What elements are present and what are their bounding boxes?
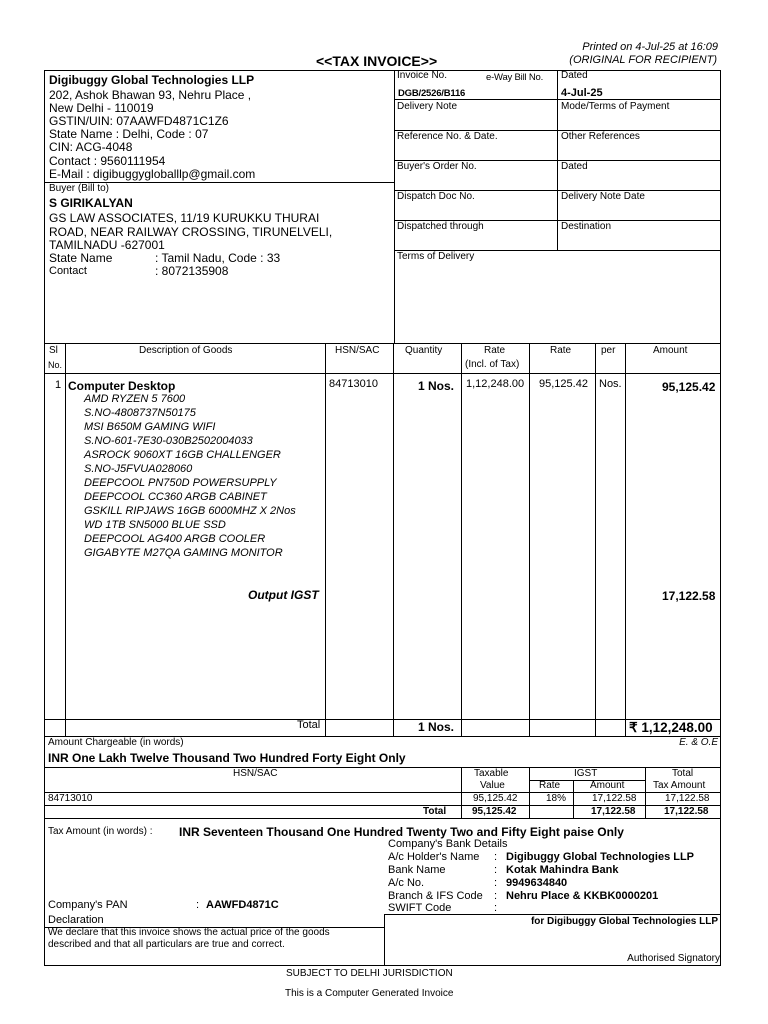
bank-name: Kotak Mahindra Bank: [506, 864, 619, 876]
dated-label: Dated: [561, 70, 588, 81]
eoe-label: E. & O.E: [679, 737, 718, 748]
tax-col-4: [645, 767, 646, 818]
bank-colon: :: [494, 902, 498, 914]
top-divider: [394, 70, 395, 343]
col-header-description: Description of Goods: [139, 345, 233, 356]
col-header-hsn: HSN/SAC: [335, 345, 380, 356]
col-rate: [529, 343, 530, 736]
bank-branch-label: Branch & IFS Code: [388, 890, 483, 902]
output-igst-amount: 17,122.58: [662, 589, 716, 603]
meta-line-1: [394, 99, 721, 100]
bank-colon: :: [494, 851, 498, 863]
tax-row-rate: 18%: [546, 793, 567, 804]
tax-bottom-line: [44, 818, 721, 819]
item-sl: 1: [55, 379, 62, 391]
company-pan-colon: :: [196, 899, 200, 911]
jurisdiction-note: SUBJECT TO DELHI JURISDICTION: [286, 968, 453, 979]
tax-header-amount: Amount: [590, 780, 625, 791]
col-header-sl: Sl: [49, 345, 58, 356]
item-detail-line: S.NO-601-7E30-030B2502004033: [84, 435, 253, 447]
tax-in-words: INR Seventeen Thousand One Hundred Twenty Two and Fifty Eight paise Only: [179, 825, 624, 839]
printed-on: Printed on 4-Jul-25 at 16:09: [582, 41, 718, 53]
tax-top-line: [44, 767, 721, 768]
seller-contact: Contact : 9560111954: [49, 154, 166, 168]
item-per: Nos.: [599, 378, 622, 390]
buyer-state-label: State Name: [49, 251, 113, 265]
item-detail-line: S.NO-4808737N50175: [84, 407, 196, 419]
item-detail-line: GSKILL RIPJAWS 16GB 6000MHZ X 2Nos: [84, 505, 296, 517]
col-header-incl-tax: (Incl. of Tax): [465, 359, 520, 370]
reference-label: Reference No. & Date.: [397, 131, 498, 142]
buyers-order-label: Buyer's Order No.: [397, 161, 477, 172]
seller-address-1: 202, Ashok Bhawan 93, Nehru Place ,: [49, 88, 252, 102]
bank-name-label: Bank Name: [388, 864, 446, 876]
item-detail-line: DEEPCOOL CC360 ARGB CABINET: [84, 491, 267, 503]
buyer-address-2: ROAD, NEAR RAILWAY CROSSING, TIRUNELVELI,: [49, 225, 333, 239]
dispatch-doc-label: Dispatch Doc No.: [397, 191, 475, 202]
tax-header-taxable: Taxable: [474, 768, 509, 779]
seller-email: E-Mail : digibuggygloballlp@gmail.com: [49, 167, 256, 181]
item-name: Computer Desktop: [68, 379, 176, 393]
invoice-no-label: Invoice No.: [397, 70, 448, 81]
sign-top-line: [384, 914, 721, 915]
declaration-line-1: We declare that this invoice shows the actual price of the goods: [48, 927, 330, 938]
col-qty: [461, 343, 462, 736]
seller-name: Digibuggy Global Technologies LLP: [49, 73, 255, 87]
tax-row-taxable: 95,125.42: [473, 793, 518, 804]
tax-col-1: [461, 767, 462, 818]
col-per: [625, 343, 626, 736]
tax-header-igst: IGST: [574, 768, 598, 779]
tax-total-label: Total: [423, 806, 447, 817]
delivery-note-label: Delivery Note: [397, 101, 458, 112]
destination-label: Destination: [561, 221, 612, 232]
buyer-state-value: : Tamil Nadu, Code : 33: [155, 251, 281, 265]
item-detail-line: S.NO-J5FVUA028060: [84, 463, 193, 475]
col-header-per: per: [601, 345, 616, 356]
seller-cin: CIN: ACG-4048: [49, 140, 133, 154]
order-dated-label: Dated: [561, 161, 588, 172]
item-amount: 95,125.42: [662, 380, 716, 394]
seller-address-2: New Delhi - 110019: [49, 101, 154, 115]
sign-left-line: [384, 914, 385, 966]
buyer-address-3: TAMILNADU -627001: [49, 238, 165, 252]
other-references-label: Other References: [561, 131, 640, 142]
tax-total-taxable: 95,125.42: [472, 806, 517, 817]
col-header-rate: Rate: [484, 345, 506, 356]
buyer-address-1: GS LAW ASSOCIATES, 11/19 KURUKKU THURAI: [49, 211, 320, 225]
page-title: <<TAX INVOICE>>: [316, 53, 438, 69]
tax-total-tax: 17,122.58: [664, 806, 709, 817]
tax-total-amount: 17,122.58: [591, 806, 636, 817]
eway-label: e-Way Bill No.: [486, 72, 544, 83]
item-detail-line: ASROCK 9060XT 16GB CHALLENGER: [84, 449, 281, 461]
tax-header-value: Value: [480, 780, 505, 791]
dispatched-through-label: Dispatched through: [397, 221, 484, 232]
items-total-line: [44, 719, 721, 720]
item-detail-line: AMD RYZEN 5 7600: [84, 393, 186, 405]
items-top-line: [44, 343, 721, 344]
item-detail-line: MSI B650M GAMING WIFI: [84, 421, 216, 433]
bank-title: Company's Bank Details: [388, 838, 508, 850]
item-detail-line: DEEPCOOL PN750D POWERSUPPLY: [84, 477, 277, 489]
item-rate: 95,125.42: [539, 378, 588, 390]
invoice-no: DGB/2526/B116: [398, 88, 466, 99]
total-amount: ₹ 1,12,248.00: [629, 720, 713, 735]
computer-generated-note: This is a Computer Generated Invoice: [285, 988, 454, 999]
delivery-note-date-label: Delivery Note Date: [561, 191, 645, 202]
declaration-title: Declaration: [48, 914, 104, 926]
buyer-label: Buyer (Bill to): [49, 183, 110, 194]
bank-branch: Nehru Place & KKBK0000201: [506, 890, 659, 902]
tax-header-tax-amount: Tax Amount: [653, 780, 706, 791]
tax-col-2: [529, 767, 530, 818]
copy-label: (ORIGINAL FOR RECIPIENT): [569, 54, 717, 66]
col-header-quantity: Quantity: [405, 345, 443, 356]
bank-colon: :: [494, 864, 498, 876]
item-hsn: 84713010: [329, 378, 378, 390]
col-hsn: [393, 343, 394, 736]
authorised-signatory: Authorised Signatory: [627, 953, 720, 964]
seller-state: State Name : Delhi, Code : 07: [49, 127, 209, 141]
mode-terms-label: Mode/Terms of Payment: [561, 101, 670, 112]
col-rate2: [595, 343, 596, 736]
bank-ac: 9949634840: [506, 877, 568, 889]
amount-in-words: INR One Lakh Twelve Thousand Two Hundred Forty Eight Only: [48, 751, 406, 765]
tax-row-hsn: 84713010: [48, 793, 93, 804]
items-header-line: [44, 373, 721, 374]
col-desc: [325, 343, 326, 736]
bank-colon: :: [494, 890, 498, 902]
invoice-date: 4-Jul-25: [561, 87, 603, 99]
company-pan: AAWFD4871C: [206, 899, 279, 911]
col-sl: [65, 343, 66, 736]
tax-header-rate: Rate: [539, 780, 561, 791]
seller-gstin: GSTIN/UIN: 07AAWFD4871C1Z6: [49, 114, 229, 128]
item-detail-line: GIGABYTE M27QA GAMING MONITOR: [84, 547, 283, 559]
total-label: Total: [297, 719, 321, 731]
bank-colon: :: [494, 877, 498, 889]
item-detail-line: WD 1TB SN5000 BLUE SSD: [84, 519, 226, 531]
tax-header-total: Total: [672, 768, 694, 779]
col-header-no: No.: [48, 360, 63, 370]
declaration-line-2: described and that all particulars are true and correct.: [48, 939, 285, 950]
col-header-rate2: Rate: [550, 345, 572, 356]
tax-words-label: Tax Amount (in words) :: [48, 826, 153, 837]
item-rate-incl: 1,12,248.00: [466, 378, 525, 390]
signatory-for: for Digibuggy Global Technologies LLP: [530, 916, 718, 927]
bank-holder-label: A/c Holder's Name: [388, 851, 480, 863]
tax-row-amount: 17,122.58: [592, 793, 637, 804]
bank-swift-label: SWIFT Code: [388, 902, 452, 914]
item-quantity: 1 Nos.: [418, 379, 455, 393]
tax-header-hsn: HSN/SAC: [233, 768, 278, 779]
tax-row-total: 17,122.58: [665, 793, 710, 804]
output-igst-label: Output IGST: [248, 588, 319, 602]
bank-ac-label: A/c No.: [388, 877, 425, 889]
bank-holder: Digibuggy Global Technologies LLP: [506, 851, 695, 863]
buyer-contact-value: : 8072135908: [155, 264, 229, 278]
company-pan-label: Company's PAN: [48, 899, 128, 911]
tax-col-3: [573, 780, 574, 818]
buyer-name: S GIRIKALYAN: [49, 196, 133, 210]
item-detail-line: DEEPCOOL AG400 ARGB COOLER: [84, 533, 266, 545]
total-quantity: 1 Nos.: [418, 720, 455, 734]
amount-words-label: Amount Chargeable (in words): [48, 737, 184, 748]
buyer-contact-label: Contact: [49, 265, 87, 277]
terms-of-delivery-label: Terms of Delivery: [397, 251, 475, 262]
col-header-amount: Amount: [653, 345, 688, 356]
